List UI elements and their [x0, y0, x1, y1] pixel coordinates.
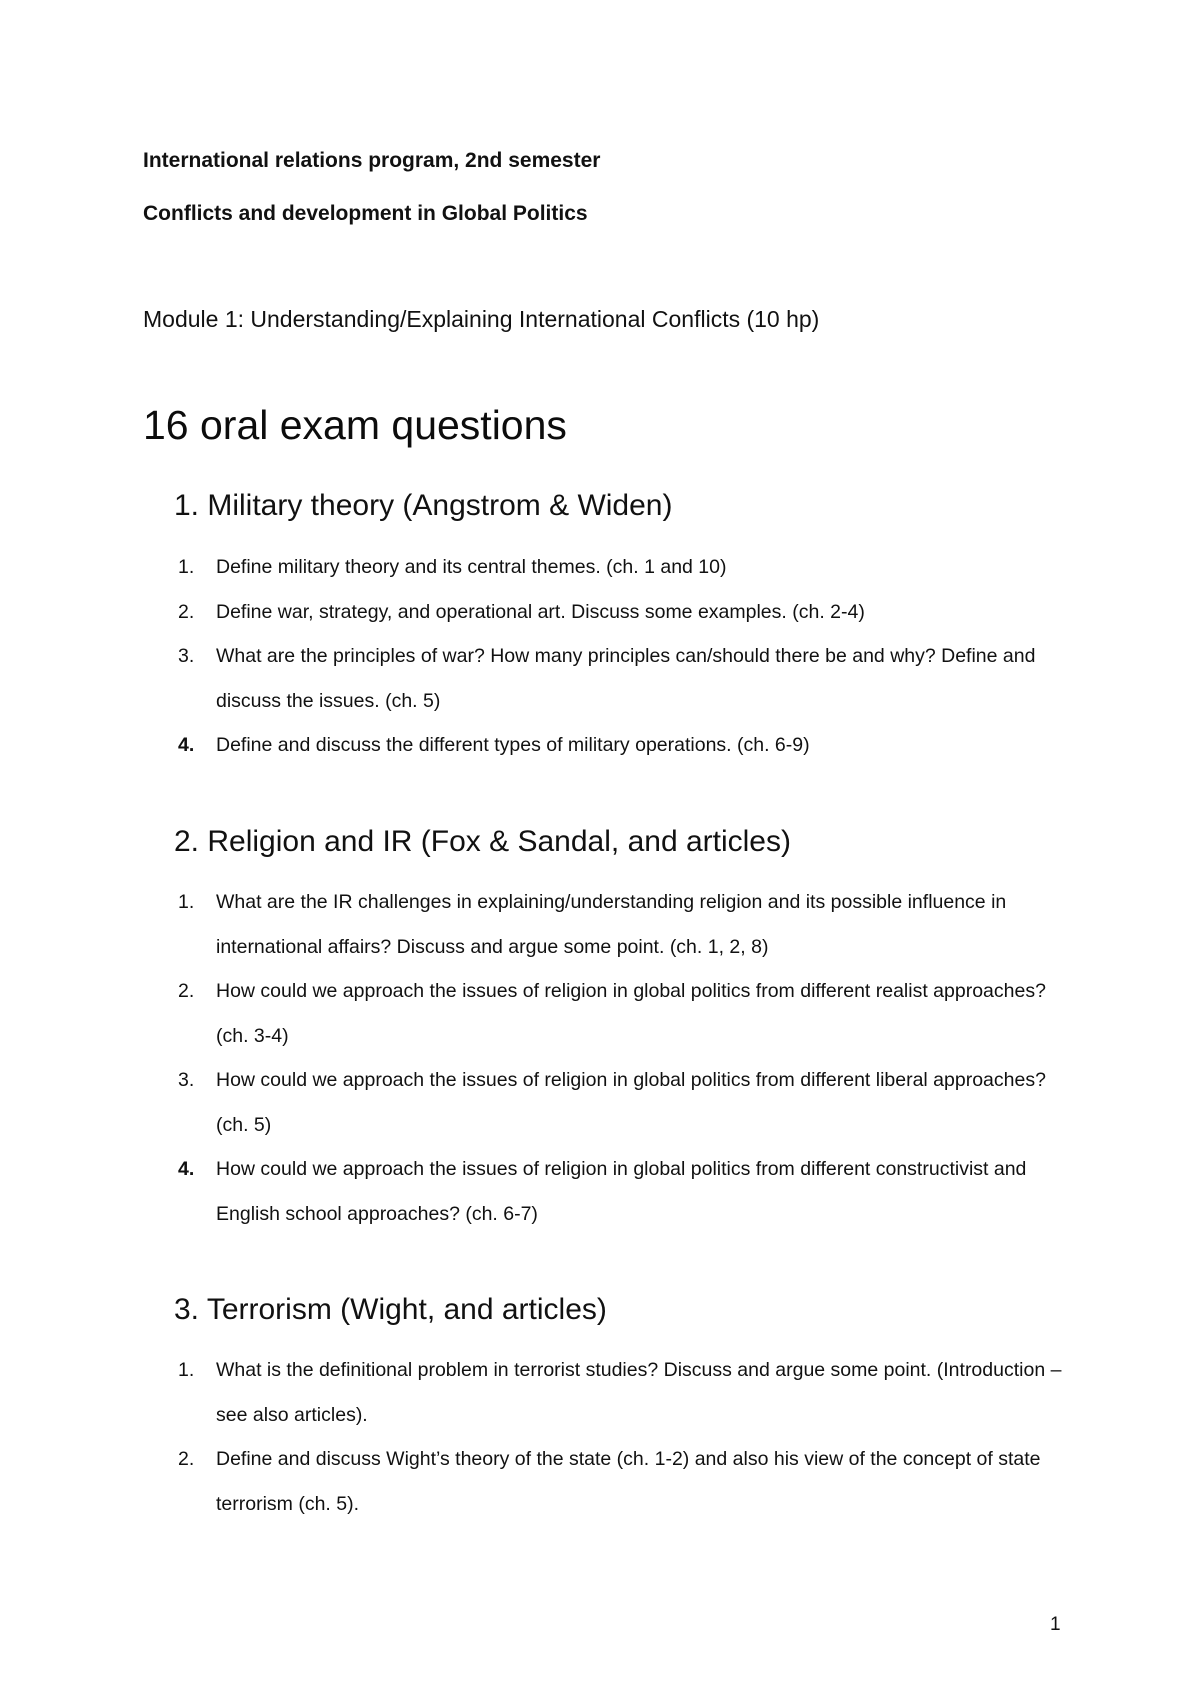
document-title: 16 oral exam questions	[143, 402, 567, 448]
question-text: How could we approach the issues of religion in global politics from different liberal approaches? (ch. 5)	[216, 1069, 1046, 1136]
question-item	[174, 880, 1074, 969]
question-list-religion-ir	[174, 880, 1074, 1236]
question-number: 2.	[178, 600, 195, 623]
question-text: Define war, strategy, and operational art. Discuss some examples. (ch. 2-4)	[216, 600, 865, 623]
question-text: Define military theory and its central themes. (ch. 1 and 10)	[216, 556, 727, 578]
question-number: 3.	[178, 1069, 195, 1091]
question-item	[174, 1058, 1074, 1147]
question-number: 1.	[178, 556, 195, 578]
question-item	[174, 634, 1074, 723]
section-heading-military-theory: 1. Military theory (Angstrom & Widen)	[174, 489, 673, 522]
question-item	[174, 723, 1074, 768]
question-number: 3.	[178, 645, 195, 667]
question-item	[174, 545, 1074, 590]
question-number: 2.	[178, 980, 195, 1002]
question-list-military-theory	[174, 545, 1074, 768]
question-item	[174, 969, 1074, 1058]
question-number: 1.	[178, 891, 195, 913]
question-text: What is the definitional problem in terrorist studies? Discuss and argue some point. (Introduction – see also articles).	[216, 1359, 1062, 1426]
module-title: Module 1: Understanding/Explaining International Conflicts (10 hp)	[143, 306, 820, 332]
question-number: 4.	[178, 1158, 195, 1180]
question-text: Define and discuss Wight’s theory of the state (ch. 1-2) and also his view of the concept of state terrorism (ch. 5).	[216, 1448, 1041, 1515]
question-text: Define and discuss the different types of military operations. (ch. 6-9)	[216, 734, 810, 756]
question-item	[174, 1348, 1074, 1437]
question-item	[174, 1437, 1074, 1526]
question-item	[174, 590, 1074, 635]
question-text: How could we approach the issues of religion in global politics from different constructivist and English school approaches? (ch. 6-7)	[216, 1158, 1027, 1225]
program-title: International relations program, 2nd semester	[143, 149, 601, 172]
question-text: What are the principles of war? How many principles can/should there be and why? Define and discuss the issues. (ch. 5)	[216, 645, 1036, 712]
question-text: What are the IR challenges in explaining/understanding religion and its possible influence in international affairs? Discuss and argue some point. (ch. 1, 2, 8)	[216, 891, 1007, 958]
question-text: How could we approach the issues of religion in global politics from different realist approaches? (ch. 3-4)	[216, 980, 1046, 1047]
question-number: 4.	[178, 734, 195, 756]
question-number: 1.	[178, 1359, 195, 1381]
question-list-terrorism	[174, 1348, 1074, 1526]
section-heading-terrorism: 3. Terrorism (Wight, and articles)	[174, 1293, 607, 1326]
course-title: Conflicts and development in Global Politics	[143, 202, 588, 225]
question-item	[174, 1147, 1074, 1236]
section-heading-religion-ir: 2. Religion and IR (Fox & Sandal, and articles)	[174, 825, 791, 858]
page-number: 1	[1050, 1614, 1061, 1635]
question-number: 2.	[178, 1448, 195, 1470]
